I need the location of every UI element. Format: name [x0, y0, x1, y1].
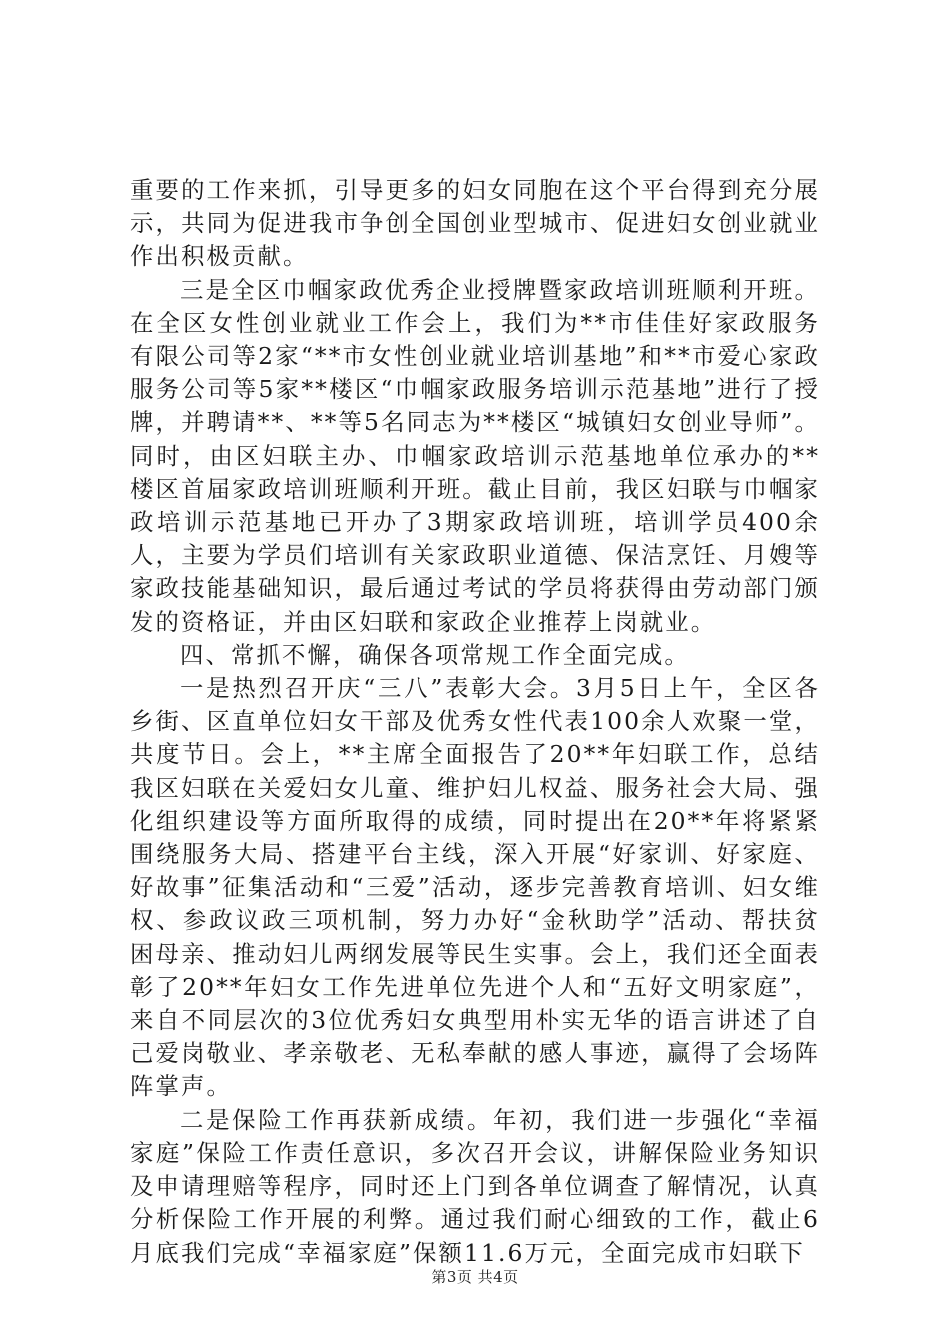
document-body: [130, 174, 820, 1270]
paragraph-2: 三是全区巾帼家政优秀企业授牌暨家政培训班顺利开班。在全区女性创业就业工作会上，我们为**市佳佳好家政服务有限公司等2家“**市女性创业就业培训基地”和**市爱心家政服务公司等5家**楼区“巾帼家政服务培训示范基地”进行了授牌，并聘请**、**等5名同志为**楼区“城镇妇女创业导师”。同时，由区妇联主办、巾帼家政培训示范基地单位承办的**楼区首届家政培训班顺利开班。截止目前，我区妇联与巾帼家政培训示范基地已开办了3期家政培训班，培训学员400余人，主要为学员们培训有关家政职业道德、保洁烹饪、月嫂等家政技能基础知识，最后通过考试的学员将获得由劳动部门颁发的资格证，并由区妇联和家政企业推荐上岗就业。: [130, 275, 820, 636]
section-heading: 四、常抓不懈，确保各项常规工作全面完成。: [180, 640, 690, 669]
paragraph-3: 一是热烈召开庆“三八”表彰大会。3月5日上午，全区各乡街、区直单位妇女干部及优秀女性代表100余人欢聚一堂，共度节日。会上，**主席全面报告了20**年妇联工作，总结我区妇联在关爱妇女儿童、维护妇儿权益、服务社会大局、强化组织建设等方面所取得的成绩，同时提出在20**年将紧紧围绕服务大局、搭建平台主线，深入开展“好家训、好家庭、好故事”征集活动和“三爱”活动，逐步完善教育培训、妇女维权、参政议政三项机制，努力办好“金秋助学”活动、帮扶贫困母亲、推动妇儿两纲发展等民生实事。会上，我们还全面表彰了20**年妇女工作先进单位先进个人和“五好文明家庭”，来自不同层次的3位优秀妇女典型用朴实无华的语言讲述了自己爱岗敬业、孝亲敬老、无私奉献的感人事迹，赢得了会场阵阵掌声。: [130, 674, 820, 1101]
page-number: 第3页 共4页: [431, 1268, 519, 1286]
paragraph-1: 重要的工作来抓，引导更多的妇女同胞在这个平台得到充分展示，共同为促进我市争创全国创业型城市、促进妇女创业就业作出积极贡献。: [130, 176, 820, 271]
page-footer: [0, 1266, 950, 1287]
paragraph-4: 二是保险工作再获新成绩。年初，我们进一步强化“幸福家庭”保险工作责任意识，多次召开会议，讲解保险业务知识及申请理赔等程序，同时还上门到各单位调查了解情况，认真分析保险工作开展的利弊。通过我们耐心细致的工作，截止6月底我们完成“幸福家庭”保额11.6万元，全面完成市妇联下: [130, 1105, 820, 1267]
